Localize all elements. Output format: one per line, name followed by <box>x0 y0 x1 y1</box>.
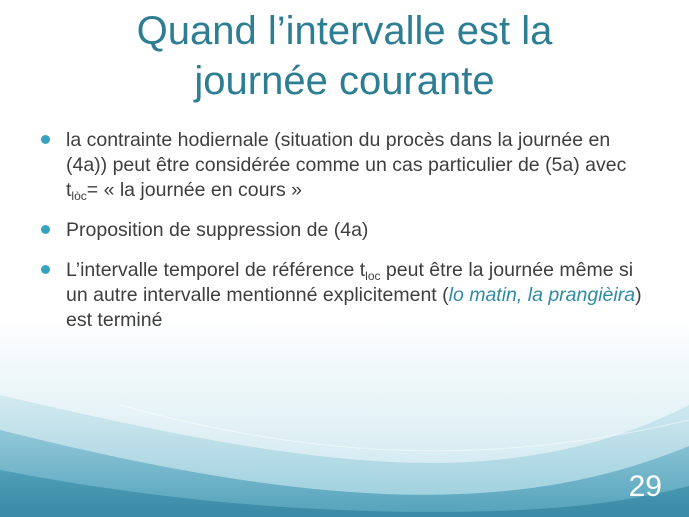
bullet-3-text-after: ) est terminé <box>66 284 642 331</box>
slide-title <box>20 6 669 106</box>
slide-title-line-1: Quand l’intervalle est la <box>136 9 553 53</box>
bullet-2-text: Proposition de suppression de (4a) <box>66 219 369 241</box>
slide-title-line-2: journée courante <box>194 59 495 103</box>
bullet-dot-icon <box>41 135 50 144</box>
bullet-dot-icon <box>41 225 50 234</box>
bullet-1-text-after: = « la journée en cours » <box>86 179 302 201</box>
page-number: 29 <box>628 470 662 503</box>
bullet-1-subscript: lòc <box>71 189 87 203</box>
bullet-3-text-before: L’intervalle temporel de référence t <box>66 259 366 281</box>
bullet-1-text-before: la contrainte hodiernale (situation du procès dans la journée en (4a)) peut être considérée comme un cas particulier de (5a) avec t <box>66 129 627 201</box>
bullet-3-subscript: loc <box>365 269 381 283</box>
bullet-item-2 <box>40 218 650 243</box>
bullet-dot-icon <box>41 265 50 274</box>
bullet-list <box>40 128 650 348</box>
bullet-3-italic-example: lo matin, la prangièira <box>448 284 636 306</box>
bullet-item-3 <box>40 258 650 333</box>
bullet-item-1 <box>40 128 650 203</box>
bullet-3-text-middle: peut être la journée même si un autre intervalle mentionné explicitement ( <box>66 259 634 306</box>
